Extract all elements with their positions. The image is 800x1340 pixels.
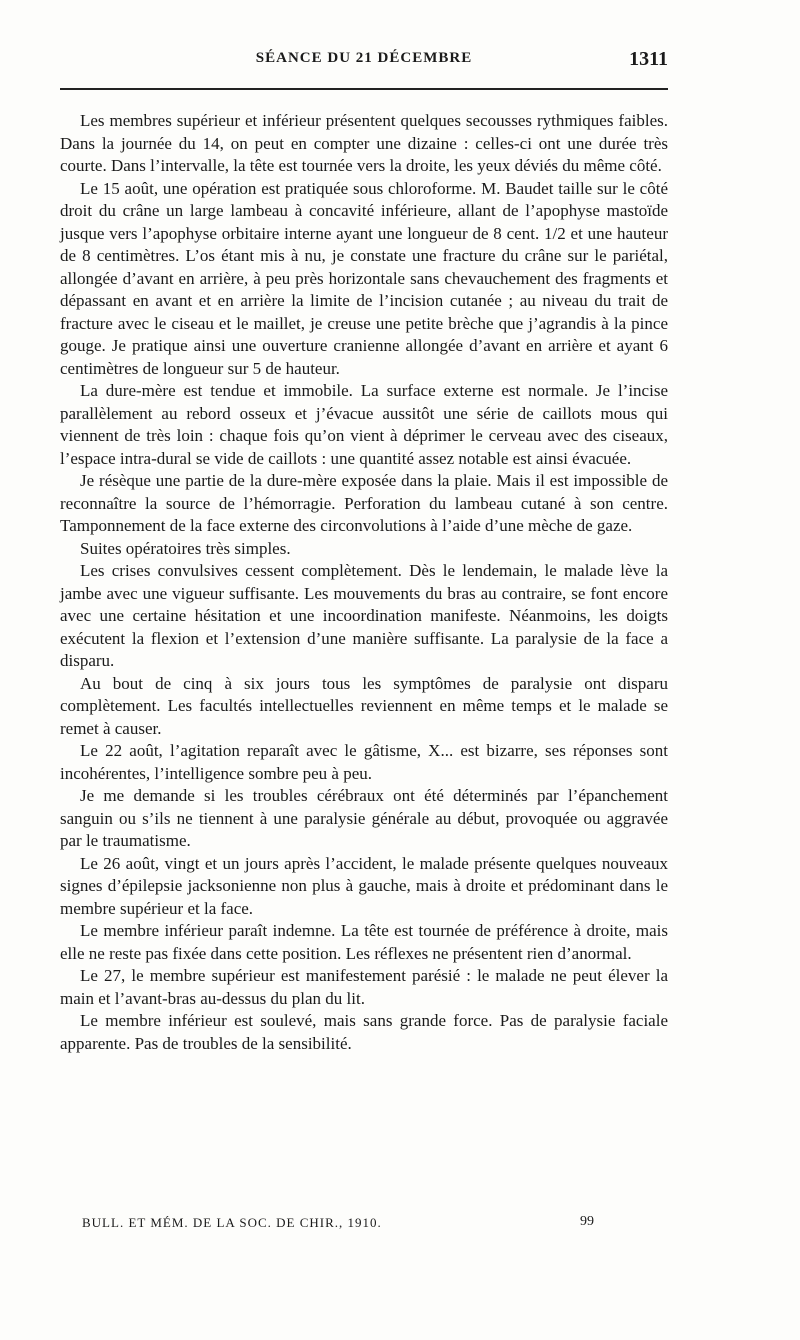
body-text: [60, 110, 668, 1055]
paragraph: Je résèque une partie de la dure-mère exposée dans la plaie. Mais il est impossible de reconnaître la source de l’hémorragie. Perforation du lambeau cutané à son centre. Tamponnement de la face externe des circonvolutions à l’aide d’une mèche de gaze.: [60, 471, 668, 535]
sheet-number: 99: [580, 1214, 594, 1229]
paragraph: Le 22 août, l’agitation reparaît avec le gâtisme, X... est bizarre, ses réponses sont incohérentes, l’intelligence sombre peu à peu.: [60, 741, 668, 783]
paragraph: Le 27, le membre supérieur est manifestement parésié : le malade ne peut élever la main et l’avant-bras au-dessus du plan du lit.: [60, 966, 668, 1008]
paragraph: Suites opératoires très simples.: [80, 538, 291, 558]
paragraph: Au bout de cinq à six jours tous les symptômes de paralysie ont disparu complètement. Les facultés intellectuelles reviennent en même temps et le malade se remet à causer.: [60, 673, 668, 738]
paragraph: Le 15 août, une opération est pratiquée sous chloroforme. M. Baudet taille sur le côté droit du crâne un large lambeau à concavité inférieure, allant de l’apophyse mastoïde jusque vers l’apophyse orbitaire interne ayant une longueur de 8 cent. 1/2 et une hauteur de 8 centimètres. L’os étant mis à nu, je constate une fracture du crâne sur le pariétal, allongée d’avant en arrière, à peu près horizontale sans chevauchement des fragments et dépassant en avant et en arrière la limite de l’incision cutanée ; au niveau du trait de fracture avec le ciseau et le maillet, je creuse une petite brèche que j’agrandis à la pince gouge. Je pratique ainsi une ouverture cranienne allongée d’avant en arrière et ayant 6 centimètres de longueur sur 5 de hauteur.: [60, 178, 668, 378]
paragraph: Les membres supérieur et inférieur présentent quelques secousses rythmiques faibles. Dans la journée du 14, on peut en compter une dizaine : celles-ci ont une durée très courte. Dans l’intervalle, la tête est tournée vers la droite, les yeux déviés du même côté.: [60, 111, 668, 175]
journal-citation: BULL. ET MÉM. DE LA SOC. DE CHIR., 1910.: [82, 1215, 382, 1230]
paragraph: Les crises convulsives cessent complètement. Dès le lendemain, le malade lève la jambe avec une vigueur suffisante. Les mouvements du bras au contraire, se font encore avec une certaine hésitation et une incoordination manifeste. Néanmoins, les doigts exécutent la flexion et l’extension d’une manière suffisante. La paralysie de la face a disparu.: [60, 561, 668, 670]
paragraph: Je me demande si les troubles cérébraux ont été déterminés par l’épanchement sanguin ou s’ils ne tiennent à une paralysie générale au début, provoquée ou aggravée par le traumatisme.: [60, 786, 668, 850]
paragraph: Le membre inférieur paraît indemne. La tête est tournée de préférence à droite, mais elle ne reste pas fixée dans cette position. Les réflexes ne présentent rien d’anormal.: [60, 921, 668, 963]
paragraph: La dure-mère est tendue et immobile. La surface externe est normale. Je l’incise parallèlement au rebord osseux et j’évacue aussitôt une série de caillots mous qui viennent de très loin : chaque fois qu’on vient à déprimer le cerveau avec des ciseaux, l’espace intra-dural se vide de caillots : une quantité assez notable est ainsi évacuée.: [60, 381, 668, 468]
page-footer: [60, 1211, 668, 1235]
header-title: SÉANCE DU 21 DÉCEMBRE: [255, 50, 473, 66]
paragraph: Le 26 août, vingt et un jours après l’accident, le malade présente quelques nouveaux signes d’épilepsie jacksonienne non plus à gauche, mais à droite et prédominant dans le membre supérieur et la face.: [60, 853, 668, 918]
page-number: 1311: [629, 48, 668, 70]
paragraph: Le membre inférieur est soulevé, mais sans grande force. Pas de paralysie faciale apparente. Pas de troubles de la sensibilité.: [60, 1011, 668, 1053]
header-rule: [60, 88, 668, 90]
running-header: [60, 48, 668, 78]
